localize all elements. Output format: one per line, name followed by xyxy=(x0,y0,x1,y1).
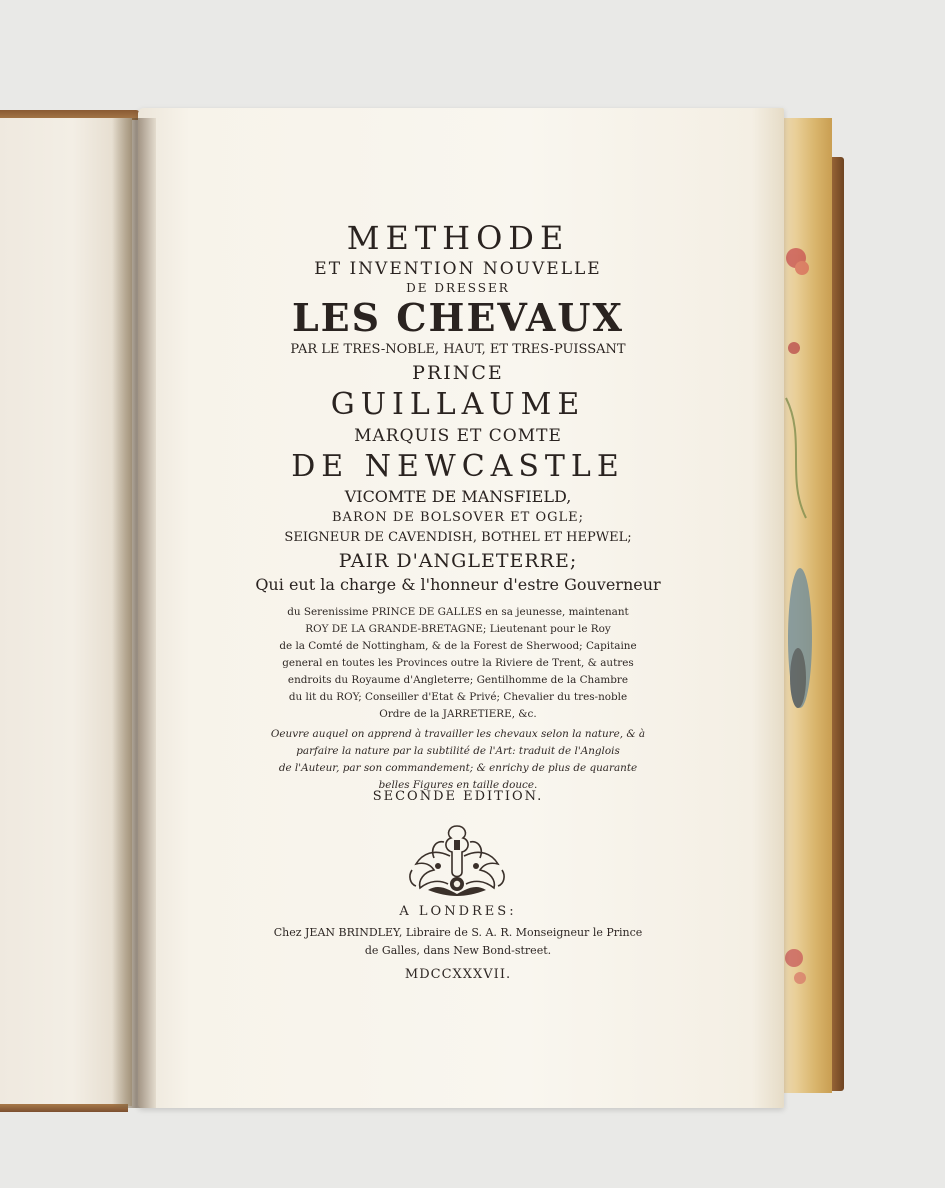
oeuvre-line: de l'Auteur, par son commandement; & enrichy de plus de quarante xyxy=(278,762,638,774)
publication-date: MDCCXXXVII. xyxy=(404,967,512,982)
body-line: ROY DE LA GRANDE-BRETAGNE; Lieutenant pour le Roy xyxy=(305,623,611,635)
title-baron: BARON DE BOLSOVER ET OGLE; xyxy=(332,510,584,525)
title-newcastle: DE NEWCASTLE xyxy=(291,449,625,484)
title-marquis: MARQUIS ET COMTE xyxy=(354,426,562,446)
edition-label: SECONDE EDITION. xyxy=(372,789,544,804)
title-de-dresser: DE DRESSER xyxy=(406,281,510,295)
gilt-fore-edge xyxy=(776,118,832,1093)
title-qui-eut: Qui eut la charge & l'honneur d'estre Gouverneur xyxy=(255,575,661,594)
left-cover-bottom xyxy=(0,1104,128,1112)
title-methode: METHODE xyxy=(346,219,570,257)
oeuvre-paragraph xyxy=(262,726,654,794)
printers-ornament-vignette xyxy=(404,818,510,898)
titles-paragraph xyxy=(262,604,654,723)
title-vicomte: VICOMTE DE MANSFIELD, xyxy=(344,487,572,506)
title-prince: PRINCE xyxy=(412,362,504,384)
fore-edge-painting xyxy=(776,118,832,1093)
body-line: de la Comté de Nottingham, & de la Forest de Sherwood; Capitaine xyxy=(279,640,637,652)
title-pair: PAIR D'ANGLETERRE; xyxy=(338,550,578,572)
oeuvre-line: Oeuvre auquel on apprend à travailler les chevaux selon la nature, & à xyxy=(270,728,646,740)
publisher-line: Chez JEAN BRINDLEY, Libraire de S. A. R. Monseigneur le Prince xyxy=(273,926,643,939)
book-gutter-shadow xyxy=(112,118,156,1108)
title-guillaume: GUILLAUME xyxy=(330,387,586,422)
oeuvre-line: belles Figures en taille douce. xyxy=(378,779,538,791)
title-block xyxy=(248,218,668,596)
body-line: du Serenissime PRINCE DE GALLES en sa jeunesse, maintenant xyxy=(287,606,629,618)
title-par-le: PAR LE TRES-NOBLE, HAUT, ET TRES-PUISSANT xyxy=(290,342,626,357)
title-les-chevaux: LES CHEVAUX xyxy=(291,295,625,340)
oeuvre-line: parfaire la nature par la subtilité de l'Art: traduit de l'Anglois xyxy=(296,745,620,757)
title-invention: ET INVENTION NOUVELLE xyxy=(314,259,602,279)
title-seigneur: SEIGNEUR DE CAVENDISH, BOTHEL ET HEPWEL; xyxy=(284,530,632,545)
body-line: endroits du Royaume d'Angleterre; Gentilhomme de la Chambre xyxy=(287,674,629,686)
body-line: Ordre de la JARRETIERE, &c. xyxy=(379,708,537,720)
body-line: du lit du ROY; Conseiller d'Etat & Privé; Chevalier du tres-noble xyxy=(288,691,628,703)
publisher-line: de Galles, dans New Bond-street. xyxy=(364,944,552,957)
publisher-block xyxy=(262,900,654,988)
body-line: general en toutes les Provinces outre la Riviere de Trent, & autres xyxy=(282,657,634,669)
publisher-city: A LONDRES: xyxy=(399,904,517,919)
